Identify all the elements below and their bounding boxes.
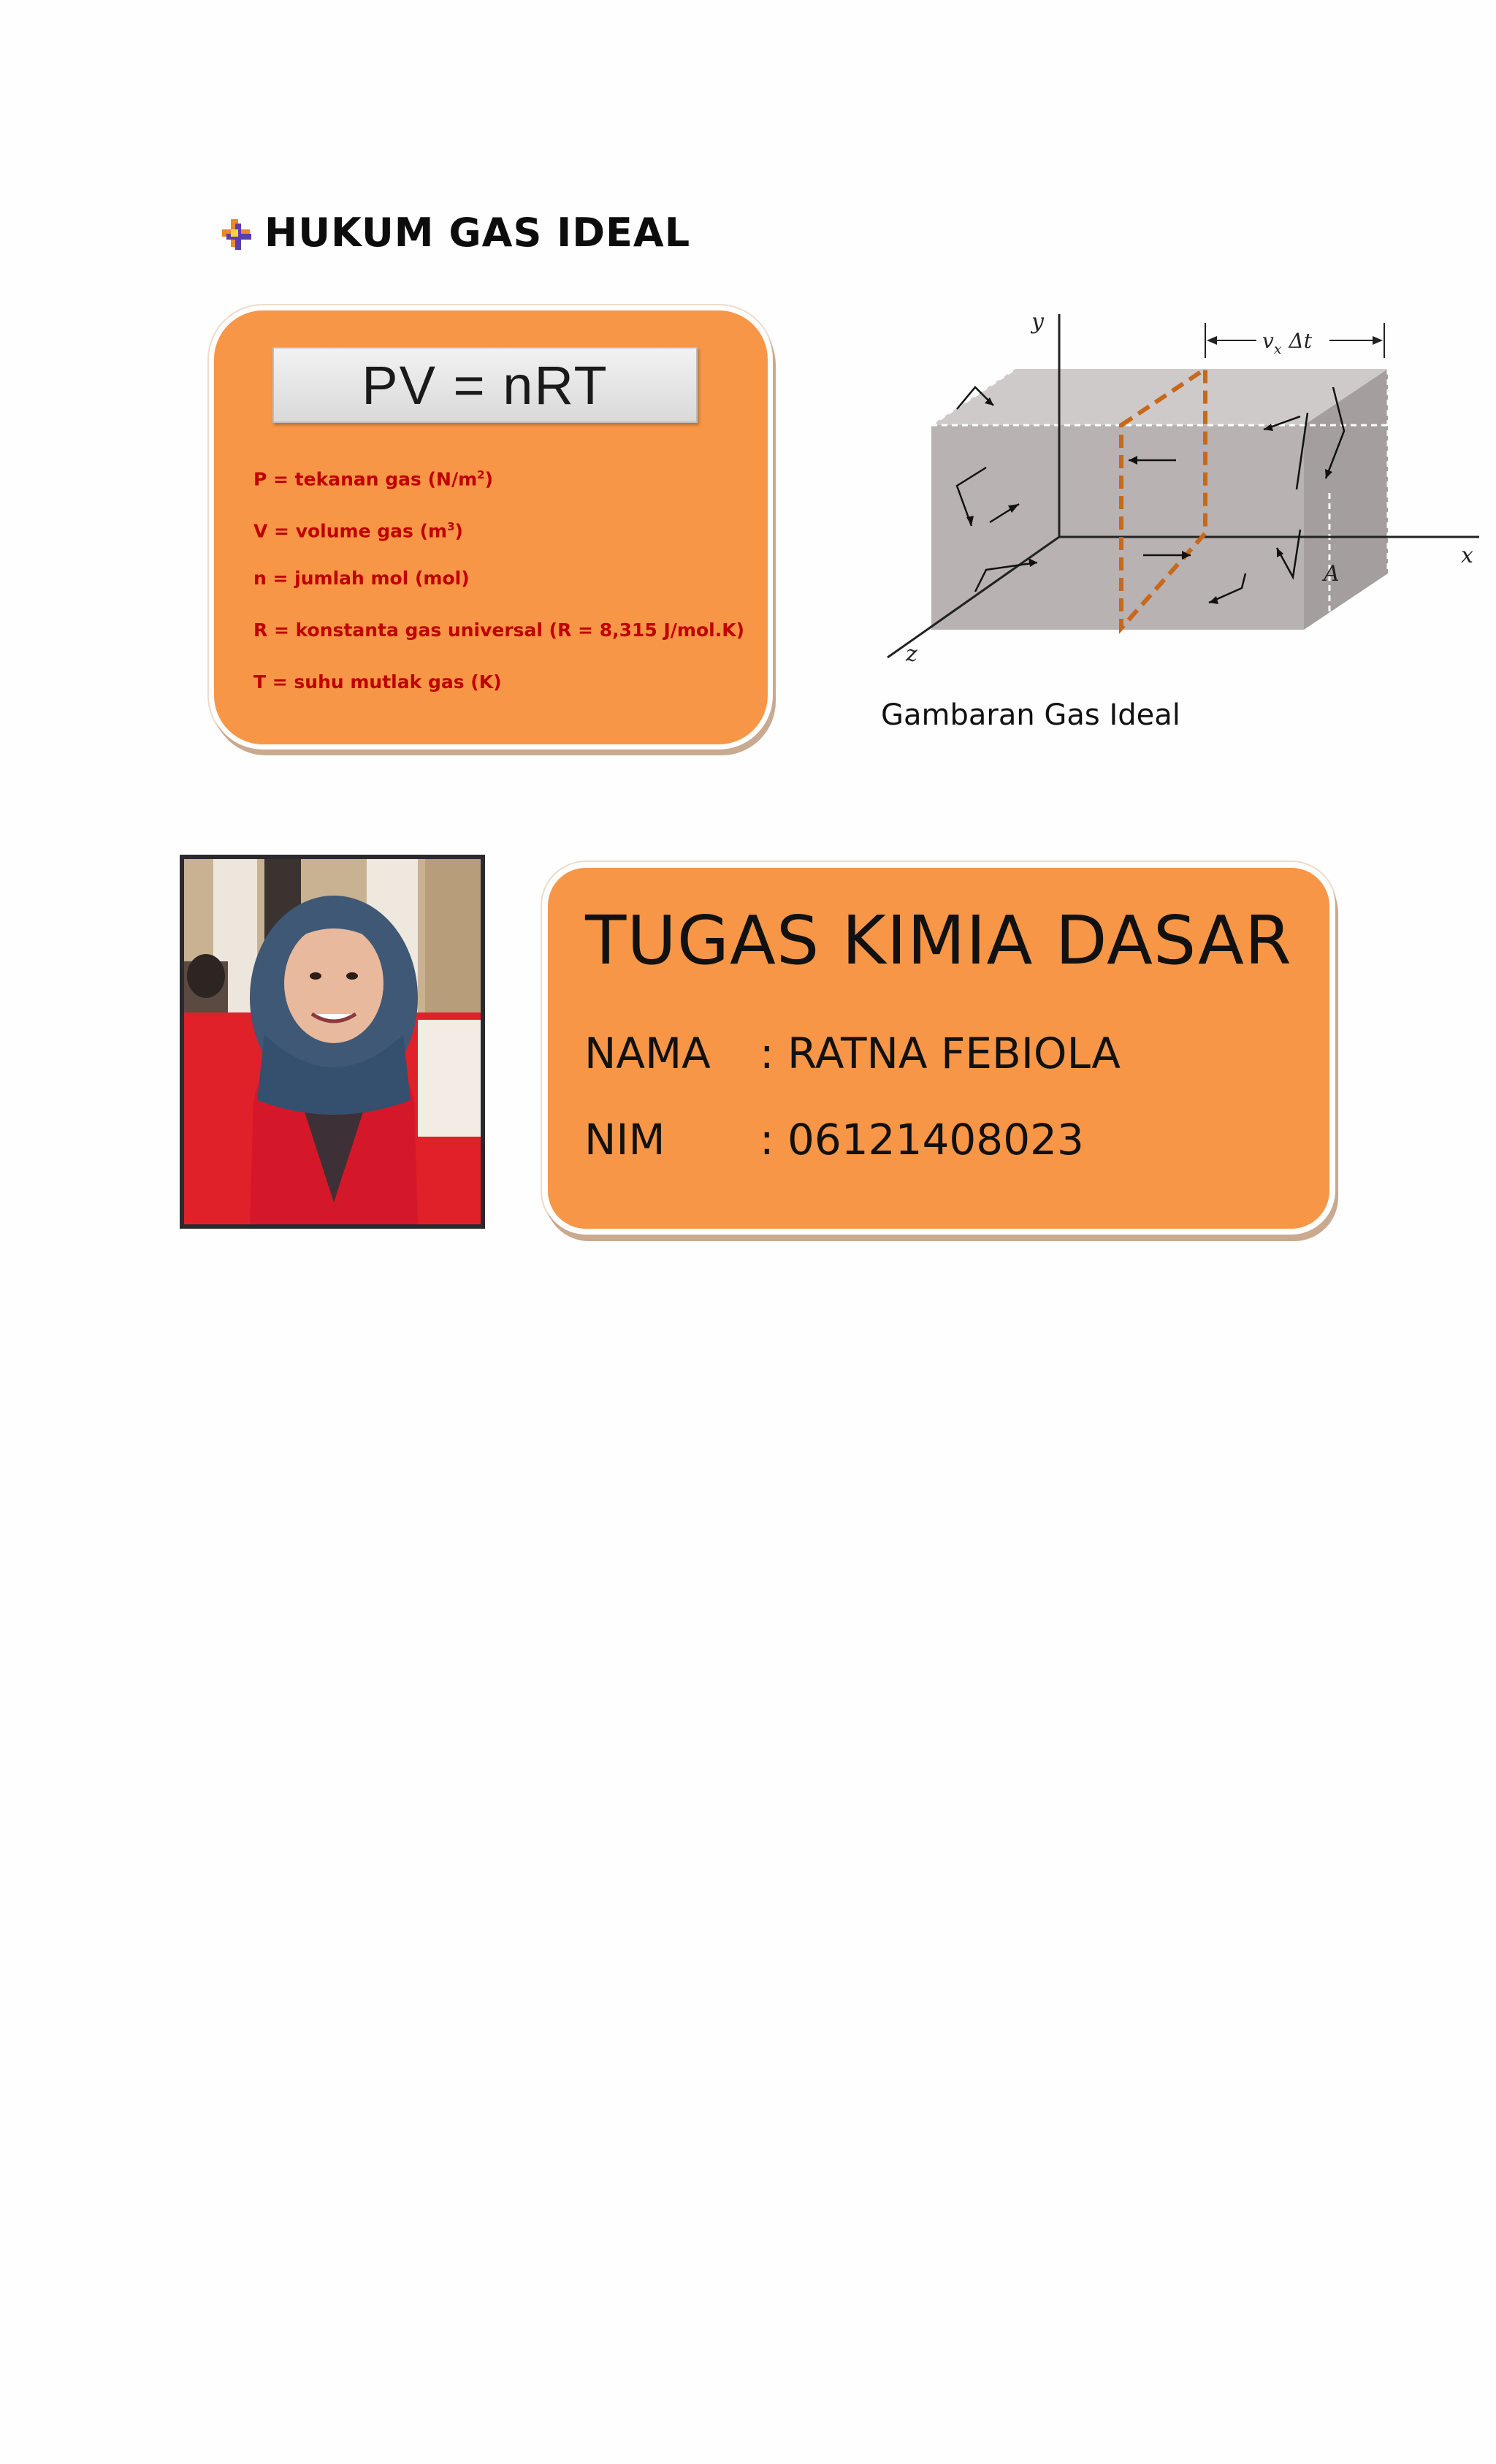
legend-text: P = tekanan gas (N/m — [253, 468, 478, 490]
nim-row — [584, 1113, 1084, 1166]
legend-suffix: ) — [454, 520, 463, 542]
box-front-face — [931, 425, 1304, 630]
section-heading — [216, 206, 690, 259]
legend-item — [253, 619, 744, 671]
portrait-photo — [180, 855, 485, 1229]
velocity-label — [1262, 329, 1313, 357]
velocity-subscript: x — [1273, 341, 1282, 357]
diagram-caption: Gambaran Gas Ideal — [881, 698, 1180, 732]
legend-item — [253, 671, 744, 723]
heading-title: HUKUM GAS IDEAL — [264, 209, 691, 256]
name-label: NAMA — [584, 1029, 711, 1078]
x-axis-label: x — [1461, 543, 1473, 568]
portrait-illustration — [184, 859, 481, 1224]
time-label: Δt — [1289, 329, 1313, 353]
name-row — [584, 1027, 1121, 1080]
nim-label: NIM — [584, 1115, 665, 1164]
legend-item — [253, 568, 744, 619]
z-axis-label: z — [906, 641, 917, 667]
legend-sup: 2 — [477, 468, 485, 481]
legend-item — [253, 516, 744, 568]
nim-value: : 06121408023 — [760, 1115, 1084, 1164]
y-axis-label: y — [1031, 309, 1044, 335]
dimension-arrowhead — [1373, 336, 1383, 345]
card-title: TUGAS KIMIA DASAR — [585, 901, 1292, 980]
legend-item — [253, 464, 744, 516]
bullet-plus-icon — [216, 213, 254, 251]
dimension-arrowhead — [1207, 336, 1217, 345]
ideal-gas-diagram — [877, 307, 1483, 672]
identity-card — [542, 862, 1335, 1235]
legend-text: R = konstanta gas universal (R = 8,315 J/mol.K) — [253, 619, 745, 641]
legend-suffix: ) — [484, 468, 494, 490]
velocity-symbol: v — [1262, 329, 1274, 353]
formula-equation: PV = nRT — [272, 347, 698, 423]
area-label: A — [1324, 561, 1340, 587]
legend-list — [253, 464, 744, 723]
legend-sup: 3 — [447, 520, 455, 533]
legend-text: n = jumlah mol (mol) — [253, 568, 470, 589]
legend-text: V = volume gas (m — [253, 520, 448, 542]
formula-box — [209, 305, 773, 750]
name-value: : RATNA FEBIOLA — [760, 1029, 1121, 1078]
legend-text: T = suhu mutlak gas (K) — [253, 671, 502, 693]
